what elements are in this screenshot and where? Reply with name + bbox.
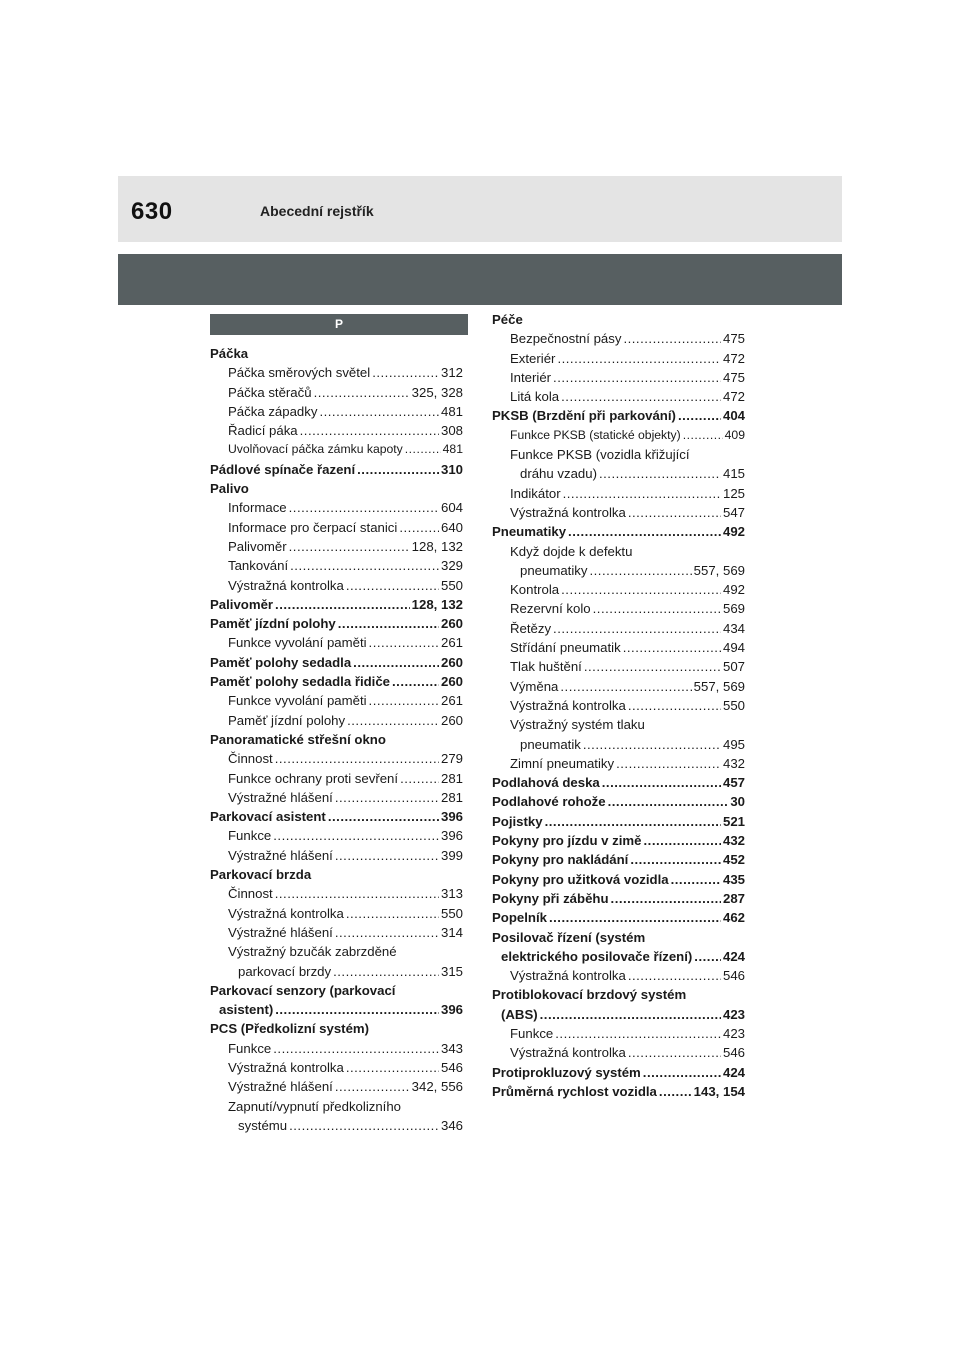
index-entry-page: 308 <box>440 423 463 439</box>
index-entry-page: 557, 569 <box>693 562 745 578</box>
dot-leader <box>628 503 721 522</box>
dot-leader <box>275 1000 439 1019</box>
index-entry-page: 128, 132 <box>411 538 463 554</box>
index-entry-term: Popelník <box>492 910 547 926</box>
index-entry-term: Průměrná rychlost vozidla <box>492 1083 657 1099</box>
index-entry-term: parkovací brzdy <box>238 963 332 979</box>
index-entry-page: 492 <box>722 582 745 598</box>
dot-leader <box>549 908 721 927</box>
index-letter-heading: P <box>210 314 468 335</box>
index-entry <box>492 908 745 927</box>
dot-leader <box>273 1039 439 1058</box>
dot-leader <box>392 672 439 691</box>
index-entry <box>210 402 463 421</box>
index-entry-page: 128, 132 <box>411 596 463 612</box>
index-entry <box>210 460 463 479</box>
dot-leader <box>644 831 721 850</box>
index-entry-page: 415 <box>722 466 745 482</box>
index-entry-page: 260 <box>440 674 463 690</box>
index-entry <box>492 484 745 503</box>
index-entry-page: 457 <box>722 775 745 791</box>
index-entry <box>492 947 745 966</box>
dot-leader <box>643 1063 721 1082</box>
dot-leader <box>589 561 691 580</box>
dot-leader <box>671 870 721 889</box>
index-entry-term: Výstražná kontrolka <box>228 905 344 921</box>
index-entry <box>492 406 745 425</box>
index-entry-page: 313 <box>440 886 463 902</box>
index-entry-page: 472 <box>722 389 745 405</box>
index-entry-page: 314 <box>440 924 463 940</box>
index-entry-term: Kontrola <box>510 582 560 598</box>
dot-leader <box>314 383 410 402</box>
index-entry-page: 346 <box>440 1117 463 1133</box>
index-entry <box>210 788 463 807</box>
index-entry-term: Pneumatiky <box>492 524 567 540</box>
index-entry-page: 261 <box>440 635 463 651</box>
index-entry-page: 546 <box>440 1059 463 1075</box>
index-entry <box>210 498 463 517</box>
index-entry <box>492 349 745 368</box>
index-entry <box>492 1043 745 1062</box>
index-entry <box>210 1116 463 1135</box>
dot-leader <box>275 595 410 614</box>
index-entry <box>492 561 745 580</box>
index-entry-term: Tlak huštění <box>510 659 582 675</box>
index-entry-term: Indikátor <box>510 485 561 501</box>
index-entry <box>210 421 463 440</box>
index-entry-page: 287 <box>722 890 745 906</box>
dot-leader <box>611 889 721 908</box>
index-entry-term: Palivoměr <box>228 538 287 554</box>
index-entry: Funkce PKSB (vozidla křižující <box>510 447 690 463</box>
dot-leader <box>563 484 721 503</box>
index-entry-page: 432 <box>722 833 745 849</box>
dot-leader <box>290 556 439 575</box>
dot-leader <box>335 788 439 807</box>
index-entry-page: 550 <box>440 905 463 921</box>
index-entry-term: Funkce vyvolání paměti <box>228 693 367 709</box>
index-entry <box>492 773 745 792</box>
index-entry <box>492 387 745 406</box>
index-entry-page: 546 <box>722 1045 745 1061</box>
index-entry-page: 342, 556 <box>411 1079 463 1095</box>
index-entry-term: Paměť polohy sedadla řidiče <box>210 674 391 690</box>
index-entry-page: 396 <box>440 1002 463 1018</box>
index-entry: PCS (Předkolizní systém) <box>210 1021 370 1037</box>
index-entry: Panoramatické střešní okno <box>210 731 386 747</box>
index-entry-term: pneumatiky <box>520 562 588 578</box>
dot-leader <box>623 329 721 348</box>
index-entry <box>492 850 745 869</box>
dot-leader <box>372 363 439 382</box>
index-entry-page: 260 <box>440 712 463 728</box>
index-entry-term: Parkovací asistent <box>210 809 326 825</box>
index-entry-page: 310 <box>440 461 463 477</box>
index-entry <box>210 595 463 614</box>
page-header <box>118 176 842 242</box>
index-entry-term: Paměť jízdní polohy <box>228 712 346 728</box>
index-entry-page: 550 <box>722 697 745 713</box>
dot-leader <box>553 368 721 387</box>
index-entry <box>492 889 745 908</box>
dot-leader <box>623 638 721 657</box>
index-entry-term: Výstražné hlášení <box>228 847 333 863</box>
index-entry-page: 396 <box>440 828 463 844</box>
index-entry-term: Pokyny při záběhu <box>492 890 609 906</box>
index-entry-term: Řetězy <box>510 620 552 636</box>
dot-leader <box>289 1116 439 1135</box>
dot-leader <box>300 421 439 440</box>
dot-leader <box>630 850 721 869</box>
dot-leader <box>328 807 439 826</box>
dot-leader <box>593 599 721 618</box>
index-entry-page: 569 <box>722 601 745 617</box>
index-entry-term: Informace pro čerpací stanici <box>228 519 398 535</box>
index-entry-term: Exteriér <box>510 350 556 366</box>
index-entry-term: Výstražná kontrolka <box>510 697 626 713</box>
index-entry <box>210 1077 463 1096</box>
index-entry <box>210 807 463 826</box>
index-entry-term: Bezpečnostní pásy <box>510 331 622 347</box>
dot-leader <box>545 812 721 831</box>
dot-leader <box>555 1024 721 1043</box>
index-entry-term: Funkce vyvolání paměti <box>228 635 367 651</box>
index-entry-page: 492 <box>722 524 745 540</box>
index-entry-term: Podlahová deska <box>492 775 600 791</box>
dot-leader <box>273 826 439 845</box>
index-entry <box>210 537 463 556</box>
header-divider-band <box>118 254 842 305</box>
index-entry: Páčka <box>210 346 249 361</box>
index-entry <box>210 1058 463 1077</box>
index-entry-term: asistent) <box>219 1002 274 1018</box>
dot-leader <box>346 576 439 595</box>
index-entry-page: 462 <box>722 910 745 926</box>
index-entry: Posilovač řízení (systém <box>492 929 646 945</box>
dot-leader <box>399 518 439 537</box>
index-entry <box>492 368 745 387</box>
dot-leader <box>628 966 721 985</box>
index-entry: Zapnutí/vypnutí předkolizního <box>228 1098 402 1114</box>
index-entry <box>210 904 463 923</box>
index-entry-term: Podlahové rohože <box>492 794 606 810</box>
index-entry-page: 452 <box>722 852 745 868</box>
index-entry-term: Informace <box>228 500 287 516</box>
index-entry-page: 260 <box>440 654 463 670</box>
dot-leader <box>400 769 439 788</box>
index-entry: Palivo <box>210 481 249 497</box>
dot-leader <box>275 749 439 768</box>
index-entry <box>210 672 463 691</box>
index-entry: Parkovací senzory (parkovací <box>210 982 396 998</box>
index-entry-term: Střídání pneumatik <box>510 640 621 656</box>
index-entry <box>492 503 745 522</box>
index-entry <box>492 812 745 831</box>
dot-leader <box>319 402 439 421</box>
index-entry-term: Pokyny pro užitková vozidla <box>492 871 669 887</box>
index-entry-page: 325, 328 <box>411 384 463 400</box>
index-entry <box>492 426 745 445</box>
index-entry-page: 409 <box>724 427 745 442</box>
index-entry-term: Litá kola <box>510 389 560 405</box>
index-entry <box>492 599 745 618</box>
index-entry-term: Protiprokluzový systém <box>492 1064 641 1080</box>
index-entry <box>210 711 463 730</box>
index-entry <box>210 1000 463 1019</box>
dot-leader <box>369 633 439 652</box>
index-entry-page: 125 <box>722 485 745 501</box>
index-entry-term: systému <box>238 1117 288 1133</box>
index-entry-term: Palivoměr <box>210 596 274 612</box>
index-entry-page: 475 <box>722 369 745 385</box>
dot-leader <box>568 522 721 541</box>
index-entry <box>492 677 745 696</box>
index-entry-term: Výstražné hlášení <box>228 789 333 805</box>
dot-leader <box>405 440 441 459</box>
index-entry <box>492 735 745 754</box>
index-entry-page: 640 <box>440 519 463 535</box>
dot-leader <box>602 773 721 792</box>
index-entry-page: 494 <box>722 640 745 656</box>
index-entry <box>210 556 463 575</box>
index-column-left <box>210 344 463 1135</box>
index-entry-term: pneumatik <box>520 736 581 752</box>
index-entry <box>492 754 745 773</box>
index-entry <box>492 831 745 850</box>
index-entry-term: Řadicí páka <box>228 423 298 439</box>
index-entry-page: 435 <box>722 871 745 887</box>
index-entry-term: Funkce <box>510 1025 554 1041</box>
index-entry-term: Výstražná kontrolka <box>510 504 626 520</box>
index-entry <box>210 826 463 845</box>
index-entry <box>492 870 745 889</box>
index-entry <box>210 769 463 788</box>
index-entry-page: 557, 569 <box>693 678 745 694</box>
index-entry <box>210 614 463 633</box>
index-entry-page: 279 <box>440 751 463 767</box>
index-entry-term: Páčka západky <box>228 403 318 419</box>
index-entry <box>492 580 745 599</box>
section-title: Abecední rejstřík <box>260 203 374 219</box>
index-entry-term: Pokyny pro jízdu v zimě <box>492 833 642 849</box>
dot-leader <box>584 657 721 676</box>
index-entry <box>492 522 745 541</box>
dot-leader <box>353 653 439 672</box>
dot-leader <box>369 691 439 710</box>
index-entry <box>210 518 463 537</box>
index-entry <box>492 1005 745 1024</box>
index-entry <box>210 846 463 865</box>
index-entry-page: 261 <box>440 693 463 709</box>
index-entry-page: 472 <box>722 350 745 366</box>
index-entry-term: Výstražná kontrolka <box>228 1059 344 1075</box>
dot-leader <box>275 884 439 903</box>
index-entry-term: Zimní pneumatiky <box>510 755 615 771</box>
index-entry-term: Páčka směrových světel <box>228 365 371 381</box>
index-entry-term: Funkce ochrany proti sevření <box>228 770 399 786</box>
index-entry <box>210 749 463 768</box>
dot-leader <box>694 947 721 966</box>
index-entry: Výstražný bzučák zabrzděné <box>228 944 397 960</box>
index-entry-term: Rezervní kolo <box>510 601 591 617</box>
dot-leader <box>335 923 439 942</box>
index-entry-page: 495 <box>722 736 745 752</box>
index-entry <box>210 923 463 942</box>
index-entry <box>492 1024 745 1043</box>
index-entry <box>492 638 745 657</box>
dot-leader <box>333 962 439 981</box>
index-entry-page: 260 <box>440 616 463 632</box>
index-entry-page: 550 <box>440 577 463 593</box>
index-entry <box>492 792 745 811</box>
index-entry-term: Páčka stěračů <box>228 384 312 400</box>
index-entry <box>210 691 463 710</box>
index-entry-term: Výstražná kontrolka <box>510 968 626 984</box>
dot-leader <box>683 426 723 445</box>
index-entry-term: Interiér <box>510 369 552 385</box>
dot-leader <box>338 614 439 633</box>
index-entry <box>210 884 463 903</box>
index-entry-term: Funkce <box>228 828 272 844</box>
dot-leader <box>335 846 439 865</box>
index-entry-page: 481 <box>442 442 463 457</box>
index-entry-page: 475 <box>722 331 745 347</box>
index-column-right <box>492 310 745 1101</box>
index-entry-term: Uvolňovací páčka zámku kapoty <box>228 442 403 457</box>
dot-leader <box>561 387 721 406</box>
index-entry <box>492 966 745 985</box>
dot-leader <box>335 1077 410 1096</box>
index-entry <box>492 1082 745 1101</box>
index-entry-term: dráhu vzadu) <box>520 466 597 482</box>
dot-leader <box>628 696 721 715</box>
index-entry-page: 521 <box>722 813 745 829</box>
index-entry <box>210 440 463 459</box>
index-entry <box>492 696 745 715</box>
index-entry-page: 424 <box>722 1064 745 1080</box>
index-entry <box>492 619 745 638</box>
dot-leader <box>608 792 729 811</box>
index-entry <box>210 962 463 981</box>
dot-leader <box>289 498 439 517</box>
index-entry-page: 481 <box>440 403 463 419</box>
dot-leader <box>347 711 439 730</box>
index-entry-term: Paměť jízdní polohy <box>210 616 336 632</box>
index-entry-page: 399 <box>440 847 463 863</box>
index-entry <box>210 633 463 652</box>
index-entry-page: 423 <box>722 1025 745 1041</box>
index-entry-term: Funkce PKSB (statické objekty) <box>510 427 681 442</box>
index-entry-page: 343 <box>440 1040 463 1056</box>
index-entry <box>210 576 463 595</box>
index-entry-term: elektrického posilovače řízení) <box>501 948 693 964</box>
index-entry <box>492 464 745 483</box>
index-entry-term: Paměť polohy sedadla <box>210 654 352 670</box>
index-entry-term: Pokyny pro nakládání <box>492 852 629 868</box>
dot-leader <box>289 537 410 556</box>
dot-leader <box>616 754 721 773</box>
index-entry-term: Pádlové spínače řazení <box>210 461 356 477</box>
dot-leader <box>678 406 721 425</box>
index-entry-term: Výstražná kontrolka <box>228 577 344 593</box>
index-entry-term: Pojistky <box>492 813 543 829</box>
index-entry-term: Výměna <box>510 678 559 694</box>
index-entry-page: 546 <box>722 968 745 984</box>
index-entry <box>210 383 463 402</box>
index-entry-page: 143, 154 <box>693 1083 745 1099</box>
index-entry-page: 423 <box>722 1006 745 1022</box>
dot-leader <box>583 735 721 754</box>
index-entry-term: PKSB (Brzdění při parkování) <box>492 408 676 424</box>
index-entry-term: Výstražné hlášení <box>228 1079 333 1095</box>
index-entry-term: Činnost <box>228 751 273 767</box>
index-entry-page: 281 <box>440 789 463 805</box>
index-entry: Péče <box>492 312 523 327</box>
index-entry-page: 424 <box>722 948 745 964</box>
index-entry <box>210 1039 463 1058</box>
index-entry-page: 329 <box>440 558 463 574</box>
dot-leader <box>560 677 691 696</box>
index-entry <box>492 1063 745 1082</box>
index-entry-page: 404 <box>722 408 745 424</box>
index-entry-page: 312 <box>440 365 463 381</box>
index-entry-page: 315 <box>440 963 463 979</box>
index-entry-page: 30 <box>730 794 745 810</box>
index-entry: Protiblokovací brzdový systém <box>492 987 687 1003</box>
dot-leader <box>553 619 721 638</box>
index-entry <box>210 363 463 382</box>
dot-leader <box>628 1043 721 1062</box>
dot-leader <box>557 349 721 368</box>
index-entry: Výstražný systém tlaku <box>510 717 645 733</box>
index-entry-term: Výstražné hlášení <box>228 924 333 940</box>
dot-leader <box>561 580 721 599</box>
index-entry <box>492 329 745 348</box>
index-entry-page: 604 <box>440 500 463 516</box>
dot-leader <box>599 464 721 483</box>
dot-leader <box>659 1082 692 1101</box>
index-entry: Když dojde k defektu <box>510 543 633 559</box>
dot-leader <box>346 904 439 923</box>
index-entry <box>492 657 745 676</box>
index-entry-term: Činnost <box>228 886 273 902</box>
index-entry <box>210 653 463 672</box>
index-entry-page: 507 <box>722 659 745 675</box>
index-entry-page: 434 <box>722 620 745 636</box>
page-number: 630 <box>131 198 173 225</box>
index-entry-page: 281 <box>440 770 463 786</box>
index-entry-term: Výstražná kontrolka <box>510 1045 626 1061</box>
dot-leader <box>346 1058 439 1077</box>
index-entry-term: (ABS) <box>501 1006 538 1022</box>
index-entry-page: 396 <box>440 809 463 825</box>
index-entry-page: 432 <box>722 755 745 771</box>
index-entry: Parkovací brzda <box>210 867 312 883</box>
dot-leader <box>540 1005 721 1024</box>
index-entry-page: 547 <box>722 504 745 520</box>
index-entry-term: Tankování <box>228 558 289 574</box>
dot-leader <box>357 460 439 479</box>
index-entry-term: Funkce <box>228 1040 272 1056</box>
